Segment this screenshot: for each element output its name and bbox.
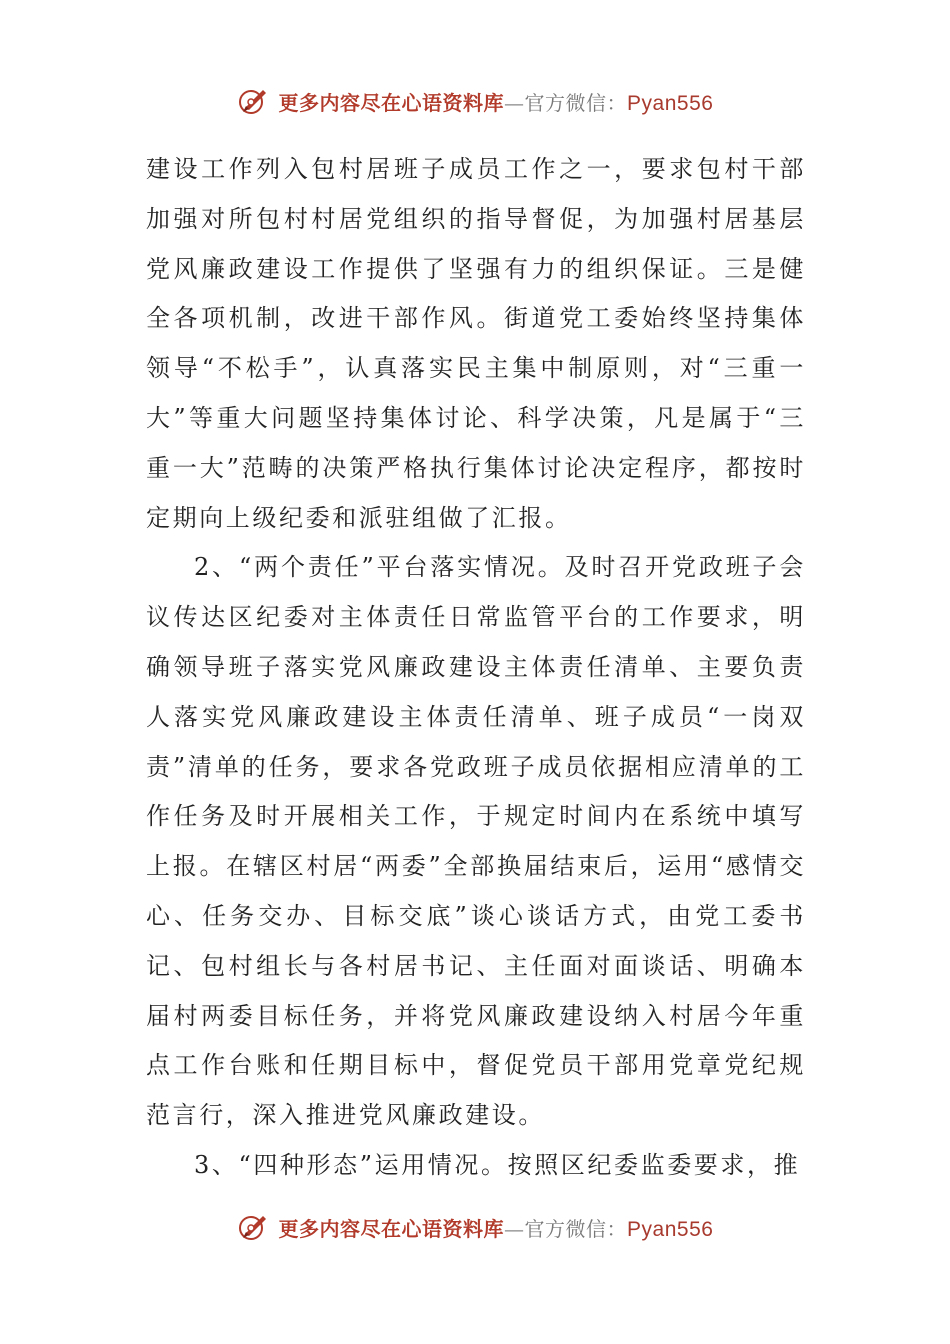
- watermark-site: 更多内容尽在心语资料库: [278, 90, 505, 115]
- header-watermark: [0, 86, 950, 116]
- watermark-site: 更多内容尽在心语资料库: [278, 1216, 505, 1241]
- document-body: [146, 145, 806, 1191]
- watermark-wechat-id: Pyan556: [627, 91, 714, 115]
- paragraph-continued: 建设工作列入包村居班子成员工作之一，要求包村干部加强对所包村村居党组织的指导督促，为加强村居基层党风廉政建设工作提供了坚强有力的组织保证。三是健全各项机制，改进干部作风。街道党工委始终坚持集体领导“不松手”，认真落实民主集中制原则，对“三重一大”等重大问题坚持集体讨论、科学决策，凡是属于“三重一大”范畴的决策严格执行集体讨论决定程序，都按时定期向上级纪委和派驻组做了汇报。: [146, 155, 806, 532]
- watermark-label: 官方微信：: [524, 90, 628, 115]
- watermark-text: [279, 87, 714, 116]
- watermark-dash: —: [504, 1216, 525, 1241]
- paragraph-four-forms: 3、“四种形态”运用情况。按照区纪委监委要求，推: [194, 1150, 801, 1179]
- quill-seal-icon: [237, 86, 271, 116]
- quill-seal-icon: [237, 1212, 271, 1242]
- watermark-wechat-id: Pyan556: [627, 1217, 714, 1241]
- paragraph-two-responsibilities: 2、“两个责任”平台落实情况。及时召开党政班子会议传达区纪委对主体责任日常监管平台的工作要求，明确领导班子落实党风廉政建设主体责任清单、主要负责人落实党风廉政建设主体责任清单、班子成员“一岗双责”清单的任务，要求各党政班子成员依据相应清单的工作任务及时开展相关工作，于规定时间内在系统中填写上报。在辖区村居“两委”全部换届结束后，运用“感情交心、任务交办、目标交底”谈心谈话方式，由党工委书记、包村组长与各村居书记、主任面对面谈话、明确本届村两委目标任务，并将党风廉政建设纳入村居今年重点工作台账和任期目标中，督促党员干部用党章党纪规范言行，深入推进党风廉政建设。: [146, 553, 806, 1130]
- watermark-label: 官方微信：: [524, 1216, 628, 1241]
- footer-watermark: [0, 1212, 950, 1242]
- watermark-text: [279, 1213, 714, 1242]
- watermark-dash: —: [504, 90, 525, 115]
